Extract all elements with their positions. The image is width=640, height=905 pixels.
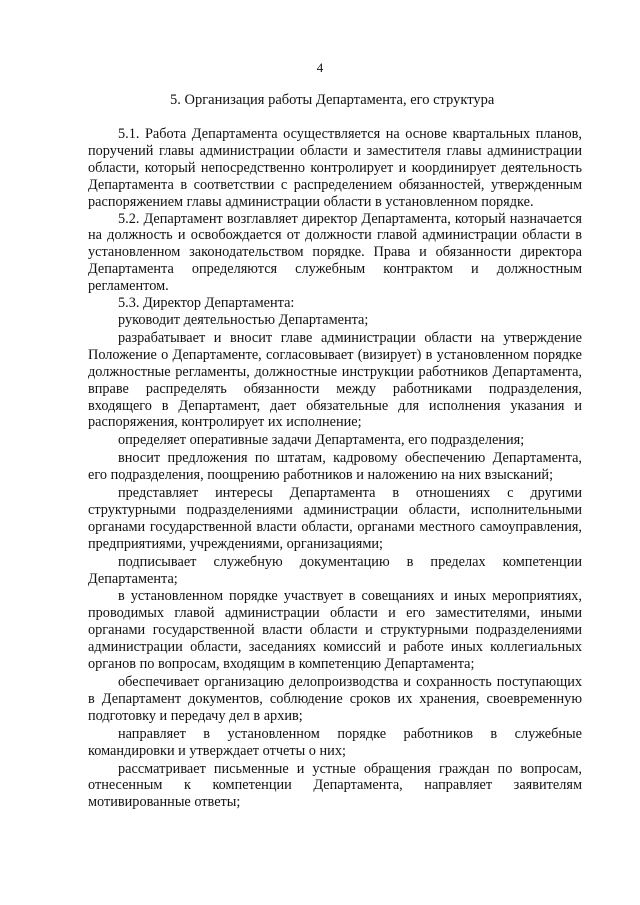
section-title: 5. Организация работы Департамента, его структура xyxy=(170,92,495,108)
paragraph-5-2: 5.2. Департамент возглавляет директор Департамента, который назначается на должность и освобождается от должности главой администрации области в установленном законодательством порядке. Права и обязанности директора Департамента определяются служебным контрактом и должностным регламентом. xyxy=(88,210,582,295)
duty-item: определяет оперативные задачи Департамента, его подразделения; xyxy=(118,432,525,449)
page-number: 4 xyxy=(316,60,324,75)
duty-item: подписывает служебную документацию в пределах компетенции Департамента; xyxy=(88,553,582,587)
paragraph-5-1: 5.1. Работа Департамента осуществляется на основе квартальных планов, поручений главы администрации области и заместителя главы администрации области, который непосредственно контролирует и координирует деятельность Департамента в соответствии с распределением обязанностей, утвержденным распоряжением главы администрации области в установленном порядке. xyxy=(88,126,582,210)
duty-item: вносит предложения по штатам, кадровому обеспечению Департамента, его подразделения, поощрению работников и наложению на них взысканий; xyxy=(88,450,582,484)
duty-item: представляет интересы Департамента в отношениях с другими структурными подразделениями администрации области, исполнительными органами государственной власти области, органами местного самоуправления, предприятиями, учреждениями, организациями; xyxy=(88,485,582,552)
document-body xyxy=(88,126,582,811)
duty-item: направляет в установленном порядке работников в служебные командировки и утверждает отчеты о них; xyxy=(88,725,582,759)
duty-item: рассматривает письменные и устные обращения граждан по вопросам, отнесенным к компетенции Департамента, направляет заявителям мотивированные ответы; xyxy=(88,760,582,811)
duty-item: обеспечивает организацию делопроизводства и сохранность поступающих в Департамент документов, соблюдение сроков их хранения, своевременную подготовку и передачу дел в архив; xyxy=(88,674,582,724)
duty-item: разрабатывает и вносит главе администрации области на утверждение Положение о Департаменте, согласовывает (визирует) в установленном порядке должностные регламенты, должностные инструкции работников Департамента, вправе распределять обязанности между работниками подразделения, входящего в Департамент, дает обязательные для исполнения указания и распоряжения, контролирует их исполнение; xyxy=(88,329,582,431)
duty-item: руководит деятельностью Департамента; xyxy=(118,311,369,328)
duty-item: в установленном порядке участвует в совещаниях и иных мероприятиях, проводимых главой администрации области и его заместителями, иными органами государственной власти области и структурными подразделениями администрации области, заседаниях комиссий и работе иных коллегиальных органов по вопросам, входящим в компетенцию Департамента; xyxy=(88,588,582,673)
paragraph-5-3: 5.3. Директор Департамента: xyxy=(118,295,295,312)
